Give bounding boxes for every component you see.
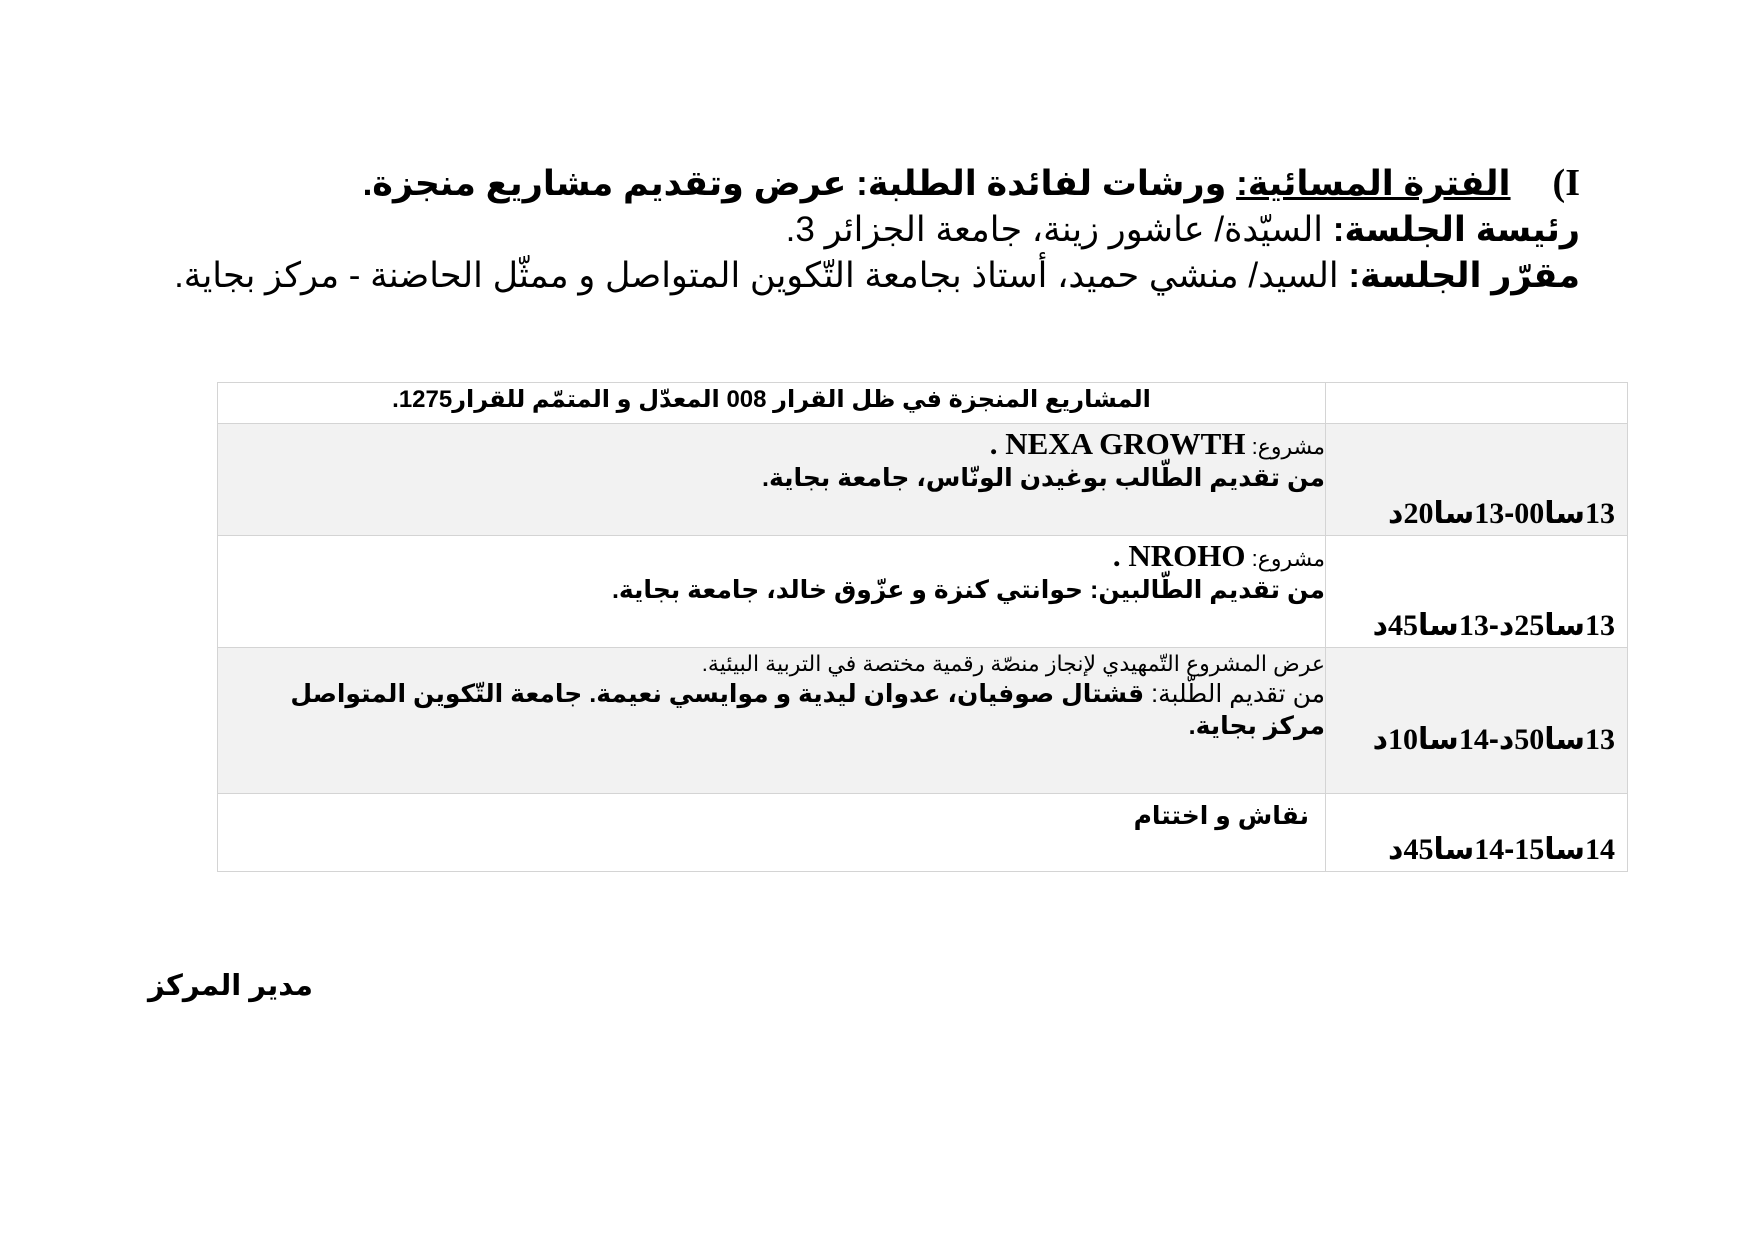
table-row bbox=[218, 794, 1628, 872]
program-table bbox=[217, 382, 1628, 872]
session-chair-text: السيّدة/ عاشور زينة، جامعة الجزائر 3. bbox=[785, 210, 1333, 249]
table-title-row bbox=[218, 383, 1628, 424]
table-title-time-cell bbox=[1326, 383, 1628, 424]
table-row bbox=[218, 648, 1628, 794]
time-cell bbox=[1326, 794, 1628, 872]
session-chair-line bbox=[180, 207, 1580, 253]
table-title: المشاريع المنجزة في ظل القرار 008 المعدّل و المتمّم للقرار1275. bbox=[392, 386, 1151, 413]
time-range: 13سا00-13سا20د bbox=[1388, 497, 1615, 530]
session-rapporteur-label: مقرّر الجلسة: bbox=[1348, 256, 1580, 295]
project-line: مشروع: NROHO . bbox=[1112, 538, 1325, 573]
project-line: مشروع: NEXA GROWTH . bbox=[989, 426, 1325, 461]
time-range: 14سا15-14سا45د bbox=[1388, 833, 1615, 866]
closing-cell bbox=[218, 794, 1326, 872]
time-cell bbox=[1326, 424, 1628, 536]
section-number: I) bbox=[1552, 162, 1580, 204]
project-description: عرض المشروع التّمهيدي لإنجاز منصّة رقمية مختصة في التربية البيئية. bbox=[701, 651, 1325, 676]
presenter-line bbox=[228, 678, 1325, 742]
time-cell bbox=[1326, 536, 1628, 648]
presenter-label: من تقديم الطّلبة: bbox=[1144, 680, 1325, 708]
project-cell bbox=[218, 536, 1326, 648]
presenter-line: من تقديم الطّالب بوغيدن الونّاس، جامعة بجاية. bbox=[762, 464, 1325, 492]
time-range: 13سا25د-13سا45د bbox=[1372, 609, 1615, 642]
table-title-cell bbox=[218, 383, 1326, 424]
table-row bbox=[218, 424, 1628, 536]
project-cell bbox=[218, 424, 1326, 536]
project-label: مشروع: bbox=[1245, 434, 1325, 459]
session-period-label: الفترة المسائية: bbox=[1236, 164, 1511, 203]
time-cell bbox=[1326, 648, 1628, 794]
closing-text: نقاش و اختتام bbox=[1133, 802, 1309, 830]
session-chair-label: رئيسة الجلسة: bbox=[1332, 210, 1580, 249]
project-name: NROHO bbox=[1128, 538, 1246, 573]
time-range: 13سا50د-14سا10د bbox=[1372, 723, 1615, 756]
presenter-names: قشتال صوفيان، عدوان ليدية و موايسي نعيمة. جامعة التّكوين المتواصل مركز بجاية. bbox=[290, 680, 1325, 740]
presenter-line: من تقديم الطّالبين: حوانتي كنزة و عزّوق خالد، جامعة بجاية. bbox=[611, 576, 1325, 604]
project-name: NEXA GROWTH bbox=[1005, 426, 1246, 461]
project-label: مشروع: bbox=[1245, 546, 1325, 571]
director-signature: مدير المركز bbox=[148, 970, 313, 1002]
session-title-line bbox=[180, 160, 1580, 207]
project-cell bbox=[218, 648, 1326, 794]
table-row bbox=[218, 536, 1628, 648]
session-period-text: ورشات لفائدة الطلبة: عرض وتقديم مشاريع منجزة. bbox=[362, 164, 1237, 203]
session-rapporteur-line bbox=[174, 253, 1580, 299]
session-rapporteur-text: السيد/ منشي حميد، أستاذ بجامعة التّكوين المتواصل و ممثّل الحاضنة - مركز بجاية. bbox=[174, 256, 1349, 295]
session-header bbox=[174, 160, 1580, 299]
